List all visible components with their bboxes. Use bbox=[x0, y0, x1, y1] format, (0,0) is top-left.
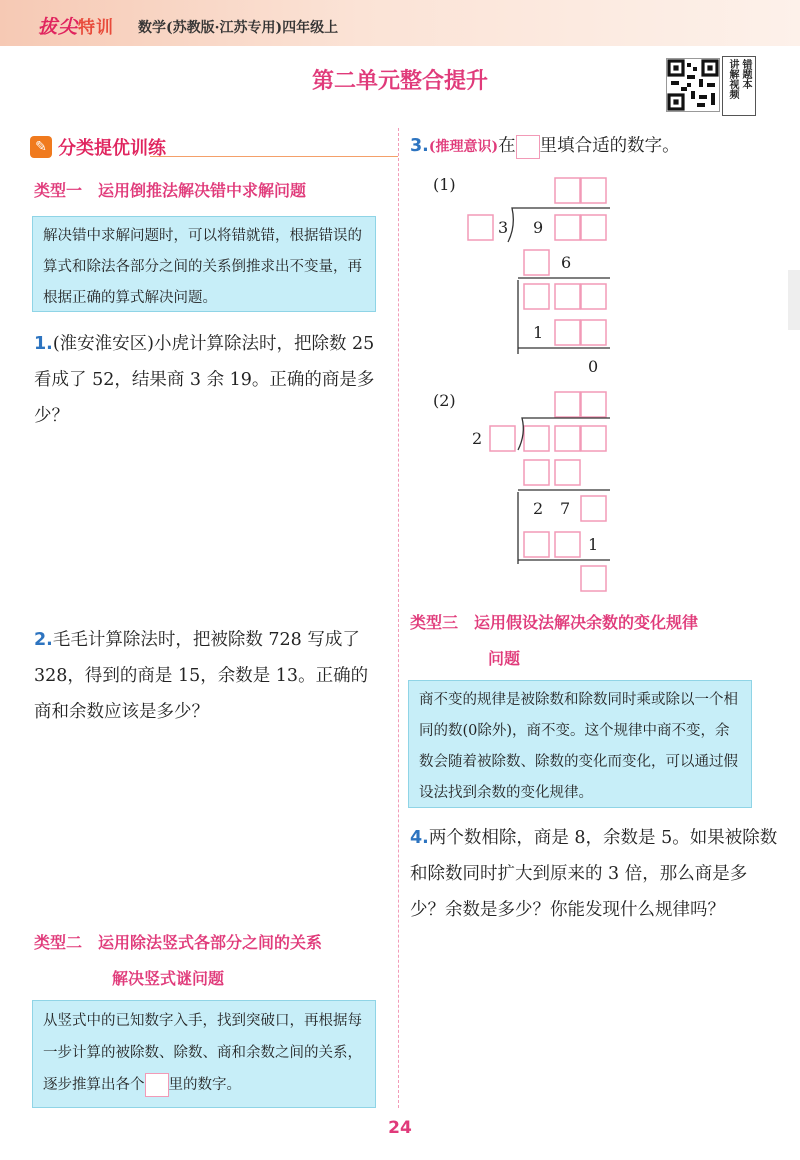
type1-title: 类型一 运用倒推法解决错中求解问题 bbox=[34, 181, 307, 200]
unit-title: 第二单元整合提升 bbox=[311, 69, 488, 94]
question-2-number: 2. bbox=[34, 630, 53, 650]
blank-box[interactable] bbox=[555, 320, 580, 345]
qr-label: 错题本 讲解视频 bbox=[722, 56, 756, 116]
part2-label: (2) bbox=[433, 391, 456, 410]
part1-product-digit: 6 bbox=[561, 253, 572, 272]
part2-product-digit-a: 2 bbox=[533, 499, 544, 518]
blank-box[interactable] bbox=[555, 215, 580, 240]
blank-box[interactable] bbox=[581, 566, 606, 591]
page-number: 24 bbox=[388, 1118, 412, 1138]
blank-box[interactable] bbox=[555, 178, 580, 203]
blank-box[interactable] bbox=[524, 284, 549, 309]
book-title: 数学(苏教版·江苏专用)四年级上 bbox=[138, 20, 339, 36]
type2-title-line1: 类型二 运用除法竖式各部分之间的关系 bbox=[34, 933, 323, 952]
question-3: 3.(推理意识)在 里填合适的数字。 bbox=[410, 128, 780, 165]
page-header bbox=[0, 0, 800, 46]
part1-label: (1) bbox=[433, 175, 456, 194]
blank-box[interactable] bbox=[524, 426, 549, 451]
part1-remainder-digit: 1 bbox=[533, 323, 544, 342]
blank-box[interactable] bbox=[581, 496, 606, 521]
question-1-text: (淮安淮安区)小虎计算除法时，把除数 25 看成了 52，结果商 3 余 19。正确的商是多少？ bbox=[34, 334, 375, 426]
blank-box[interactable] bbox=[581, 178, 606, 203]
blank-box-sample bbox=[516, 135, 540, 159]
type1-tip-box: 解决错中求解问题时，可以将错就错，根据错误的算式和除法各部分之间的关系倒推求出不变量，再根据正确的算式解决问题。 bbox=[32, 216, 376, 312]
section-title: 分类提优训练 bbox=[58, 138, 166, 159]
part2-divisor: 2 bbox=[472, 429, 483, 448]
type2-tip-tail: 里的数字。 bbox=[168, 1077, 241, 1093]
blank-box[interactable] bbox=[468, 215, 493, 240]
brand-logo: 拔尖特训 bbox=[38, 16, 115, 38]
blank-box[interactable] bbox=[581, 284, 606, 309]
question-1 bbox=[34, 326, 384, 434]
blank-box[interactable] bbox=[524, 460, 549, 485]
blank-box[interactable] bbox=[581, 320, 606, 345]
question-4 bbox=[410, 820, 780, 928]
type3-title-line1: 类型三 运用假设法解决余数的变化规律 bbox=[410, 613, 699, 632]
blank-box[interactable] bbox=[581, 215, 606, 240]
blank-box[interactable] bbox=[555, 460, 580, 485]
question-3-number: 3. bbox=[410, 136, 429, 156]
type2-title-line2: 解决竖式谜问题 bbox=[112, 969, 225, 988]
part2-product-digit-b: 7 bbox=[560, 499, 571, 518]
page-edge-tab bbox=[788, 270, 800, 330]
type3-title-line2: 问题 bbox=[488, 649, 521, 668]
blank-box[interactable] bbox=[524, 250, 549, 275]
question-1-number: 1. bbox=[34, 334, 53, 354]
column-divider bbox=[398, 128, 399, 1108]
blank-box[interactable] bbox=[581, 426, 606, 451]
part2-remainder-digit: 1 bbox=[588, 535, 599, 554]
blank-box-sample bbox=[145, 1073, 169, 1097]
section-banner bbox=[30, 134, 382, 164]
type3-tip-box: 商不变的规律是被除数和除数同时乘或除以一个相同的数(0除外)，商不变。这个规律中商不变，余数会随着被除数、除数的变化而变化，可以通过假设法找到余数的变化规律。 bbox=[408, 680, 752, 808]
qr-code-icon[interactable] bbox=[666, 58, 720, 112]
blank-box[interactable] bbox=[555, 392, 580, 417]
division-puzzle bbox=[400, 160, 790, 600]
section-underline bbox=[150, 156, 398, 157]
pencil-icon: ✎ bbox=[30, 136, 52, 158]
part1-divisor: 3 bbox=[498, 218, 509, 237]
question-3-tag: (推理意识) bbox=[428, 139, 499, 155]
blank-box[interactable] bbox=[555, 284, 580, 309]
question-4-text: 两个数相除，商是 8，余数是 5。如果被除数和除数同时扩大到原来的 3 倍，那么商是多少？余数是多少？你能发现什么规律吗？ bbox=[410, 828, 778, 920]
blank-box[interactable] bbox=[581, 392, 606, 417]
blank-box[interactable] bbox=[555, 532, 580, 557]
part1-dividend-digit: 9 bbox=[533, 218, 544, 237]
blank-box[interactable] bbox=[555, 426, 580, 451]
part1-final-remainder: 0 bbox=[588, 357, 599, 376]
type2-tip-box bbox=[32, 1000, 376, 1108]
question-2 bbox=[34, 622, 384, 730]
blank-box[interactable] bbox=[524, 532, 549, 557]
question-4-number: 4. bbox=[410, 828, 429, 848]
type2-tip-text: 从竖式中的已知数字入手，找到突破口，再根据每一步计算的被除数、除数、商和余数之间的关系，逐步推算出各个 bbox=[43, 1013, 362, 1093]
question-2-text: 毛毛计算除法时，把被除数 728 写成了 328，得到的商是 15，余数是 13。正确的商和余数应该是多少？ bbox=[34, 630, 369, 722]
blank-box[interactable] bbox=[490, 426, 515, 451]
